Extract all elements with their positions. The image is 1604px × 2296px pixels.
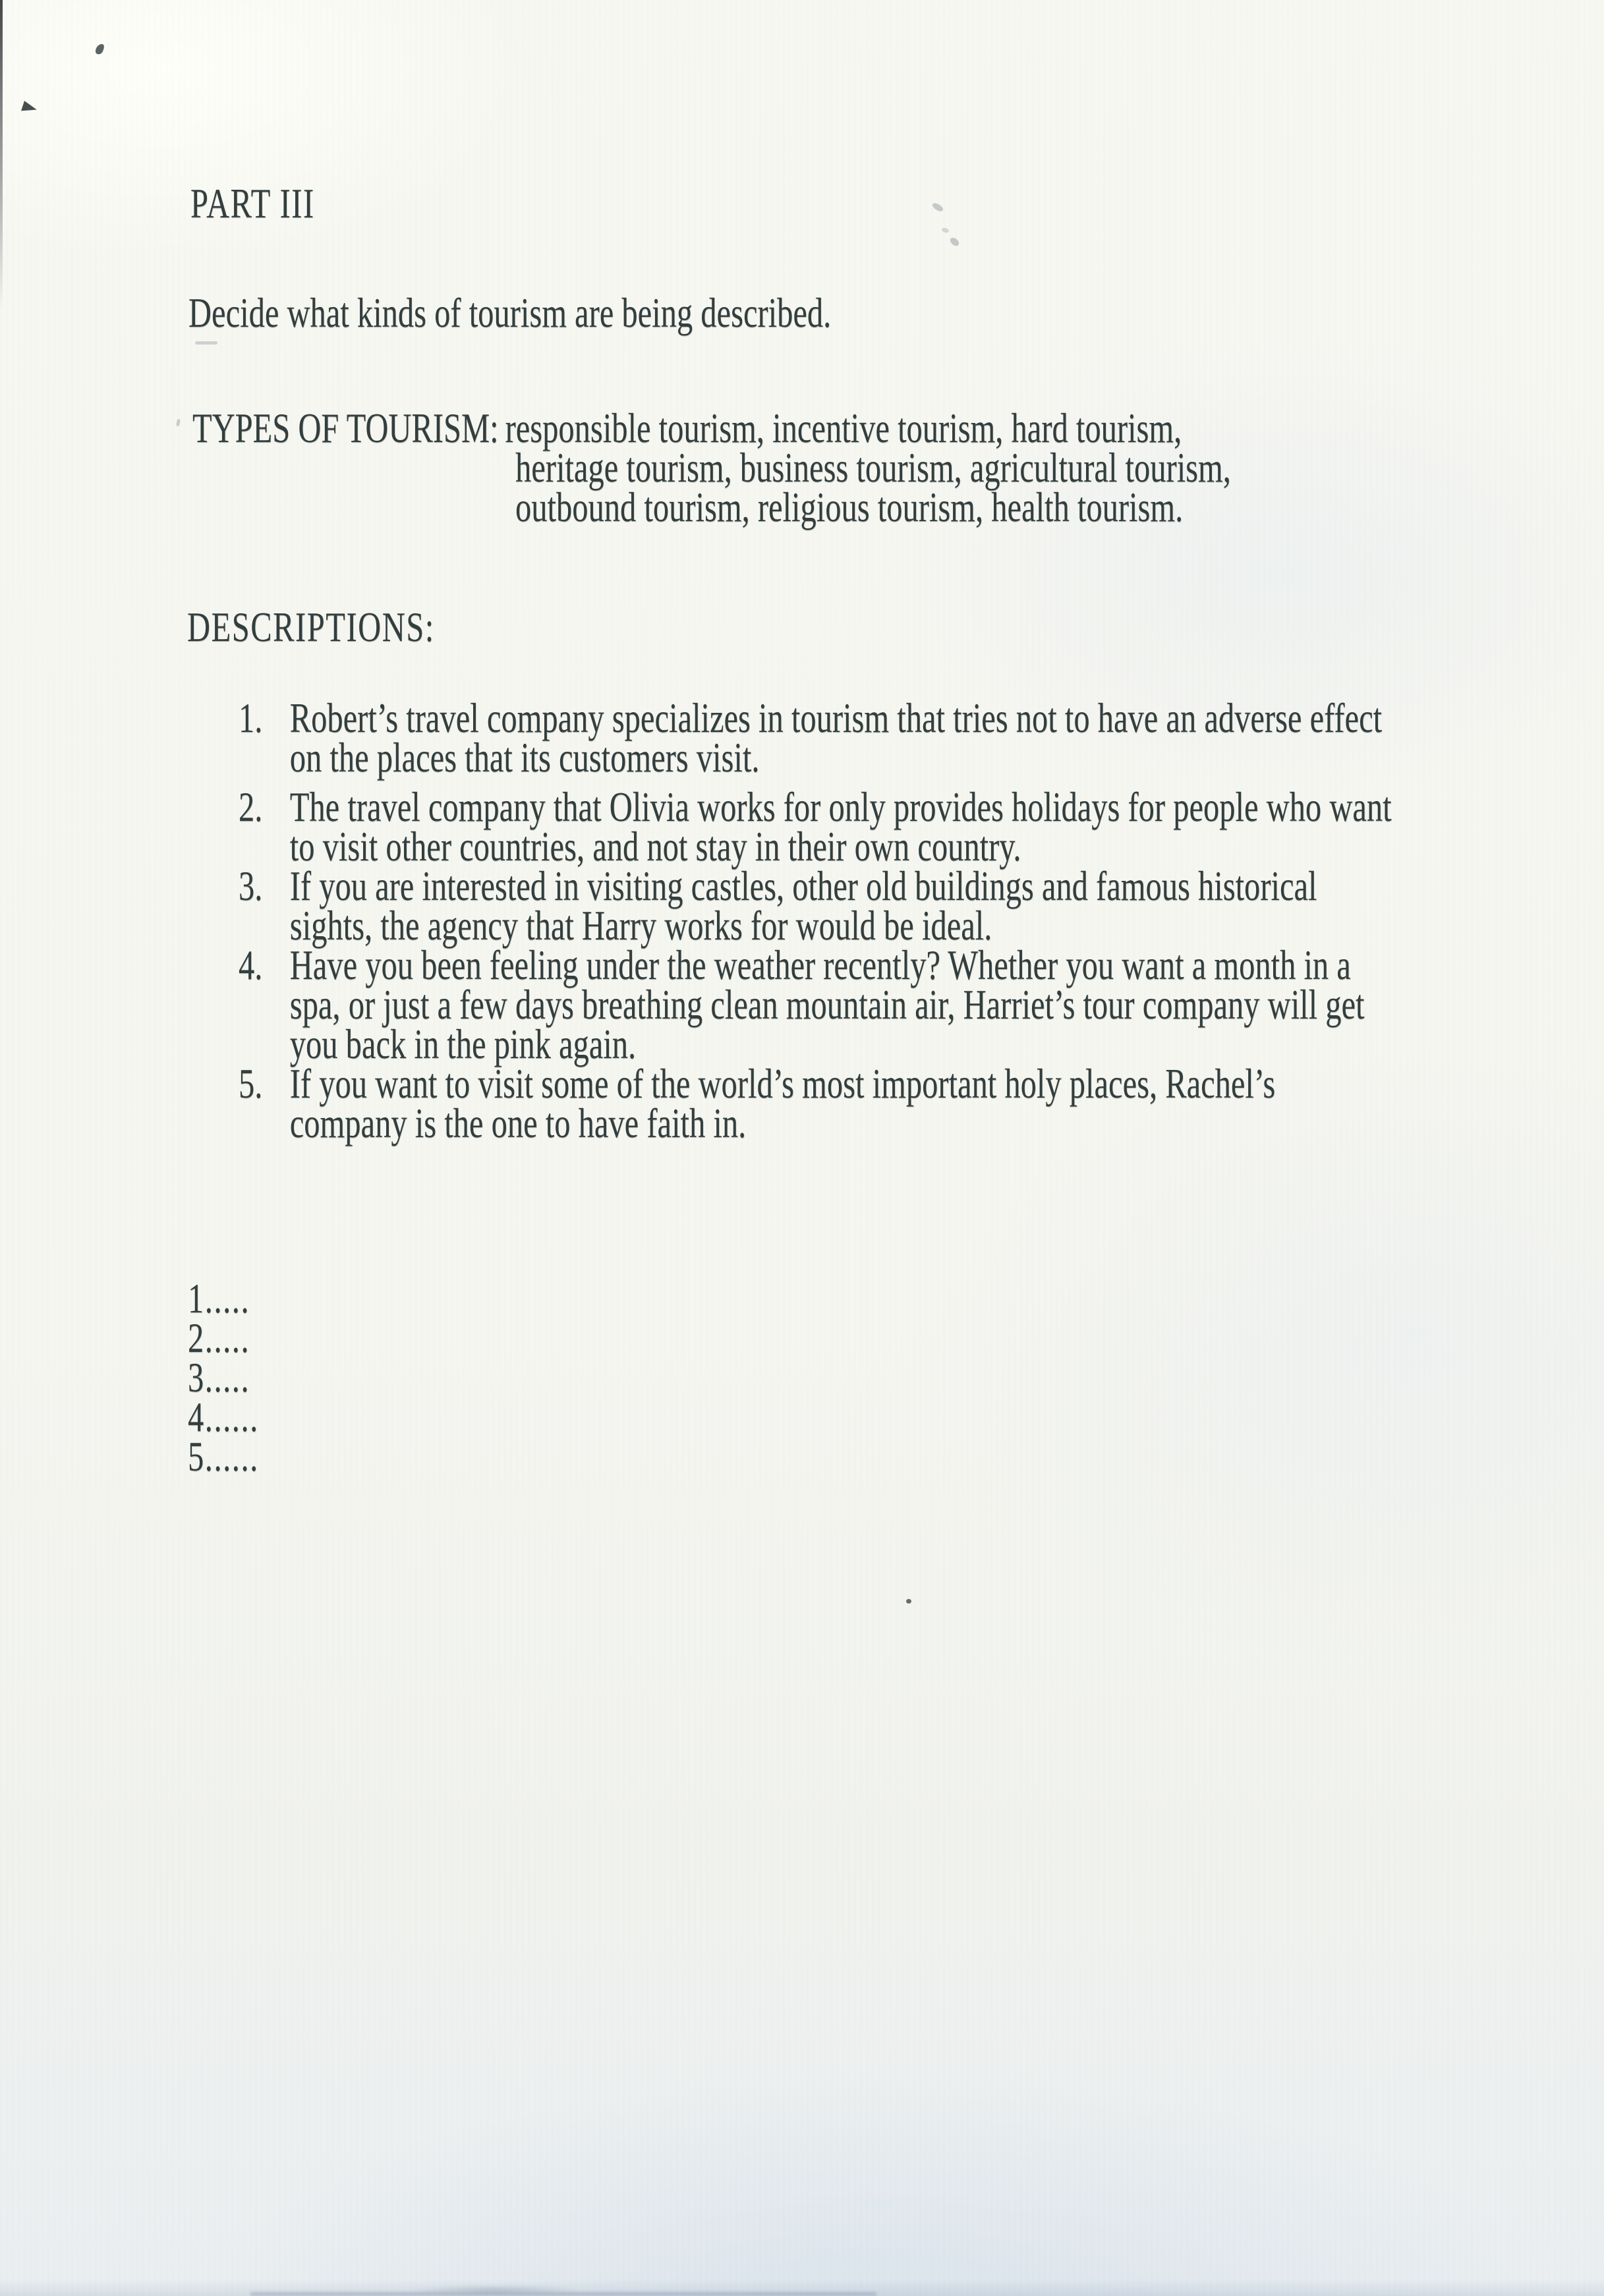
scan-smudge [195, 341, 217, 345]
instruction-text: Decide what kinds of tourism are being described. [188, 290, 832, 336]
answer-blank-4: 4...... [188, 1394, 259, 1440]
ink-speck [21, 101, 38, 115]
item-number: 5. [239, 1061, 263, 1107]
item-line: company is the one to have faith in. [289, 1100, 747, 1146]
item-line: If you are interested in visiting castles, other old buildings and famous historical [289, 863, 1317, 909]
types-list-part-2: heritage tourism, business tourism, agricultural tourism, [515, 445, 1231, 491]
types-line-1 [192, 405, 1182, 451]
item-number: 1. [239, 695, 263, 741]
scan-bottom-shadow [409, 2285, 580, 2295]
descriptions-heading: DESCRIPTIONS: [187, 604, 435, 650]
types-list-part-3: outbound tourism, religious tourism, health tourism. [515, 484, 1184, 530]
description-item-3 [239, 863, 1317, 949]
item-line: you back in the pink again. [289, 1021, 637, 1067]
ink-speck [906, 1599, 911, 1604]
scan-edge-artifact [0, 0, 3, 310]
answer-blank-3: 3..... [188, 1355, 250, 1401]
ink-speck [94, 42, 106, 55]
item-line: to visit other countries, and not stay in their own country. [289, 824, 1021, 870]
scan-smudge [949, 236, 961, 247]
item-line: If you want to visit some of the world’s most important holy places, Rachel’s [289, 1061, 1276, 1107]
item-line: sights, the agency that Harry works for would be ideal. [289, 903, 992, 949]
item-line: on the places that its customers visit. [289, 735, 760, 781]
description-item-2 [239, 784, 1392, 870]
types-heading: TYPES OF TOURISM: [192, 405, 499, 451]
item-line: spa, or just a few days breathing clean mountain air, Harriet’s tour company will get [289, 982, 1365, 1028]
scan-smudge [931, 202, 944, 213]
description-item-4 [239, 942, 1365, 1067]
item-number: 4. [239, 942, 263, 988]
item-number: 3. [239, 863, 263, 909]
part-title: PART III [190, 181, 315, 227]
description-item-1 [239, 695, 1383, 781]
item-number: 2. [239, 784, 263, 830]
item-line: Robert’s travel company specializes in tourism that tries not to have an adverse effect [289, 695, 1383, 741]
types-list-part-1: responsible tourism, incentive tourism, hard tourism, [505, 405, 1182, 451]
answer-blank-5: 5...... [188, 1434, 259, 1480]
item-line: The travel company that Olivia works for only provides holidays for people who want [289, 784, 1392, 830]
description-item-5 [239, 1061, 1276, 1146]
item-line: Have you been feeling under the weather recently? Whether you want a month in a [289, 942, 1351, 988]
scan-smudge [941, 227, 950, 233]
answer-blank-2: 2..... [188, 1315, 250, 1361]
ink-speck [176, 419, 181, 427]
answer-blanks [188, 1275, 259, 1480]
answer-blank-1: 1..... [188, 1275, 250, 1322]
